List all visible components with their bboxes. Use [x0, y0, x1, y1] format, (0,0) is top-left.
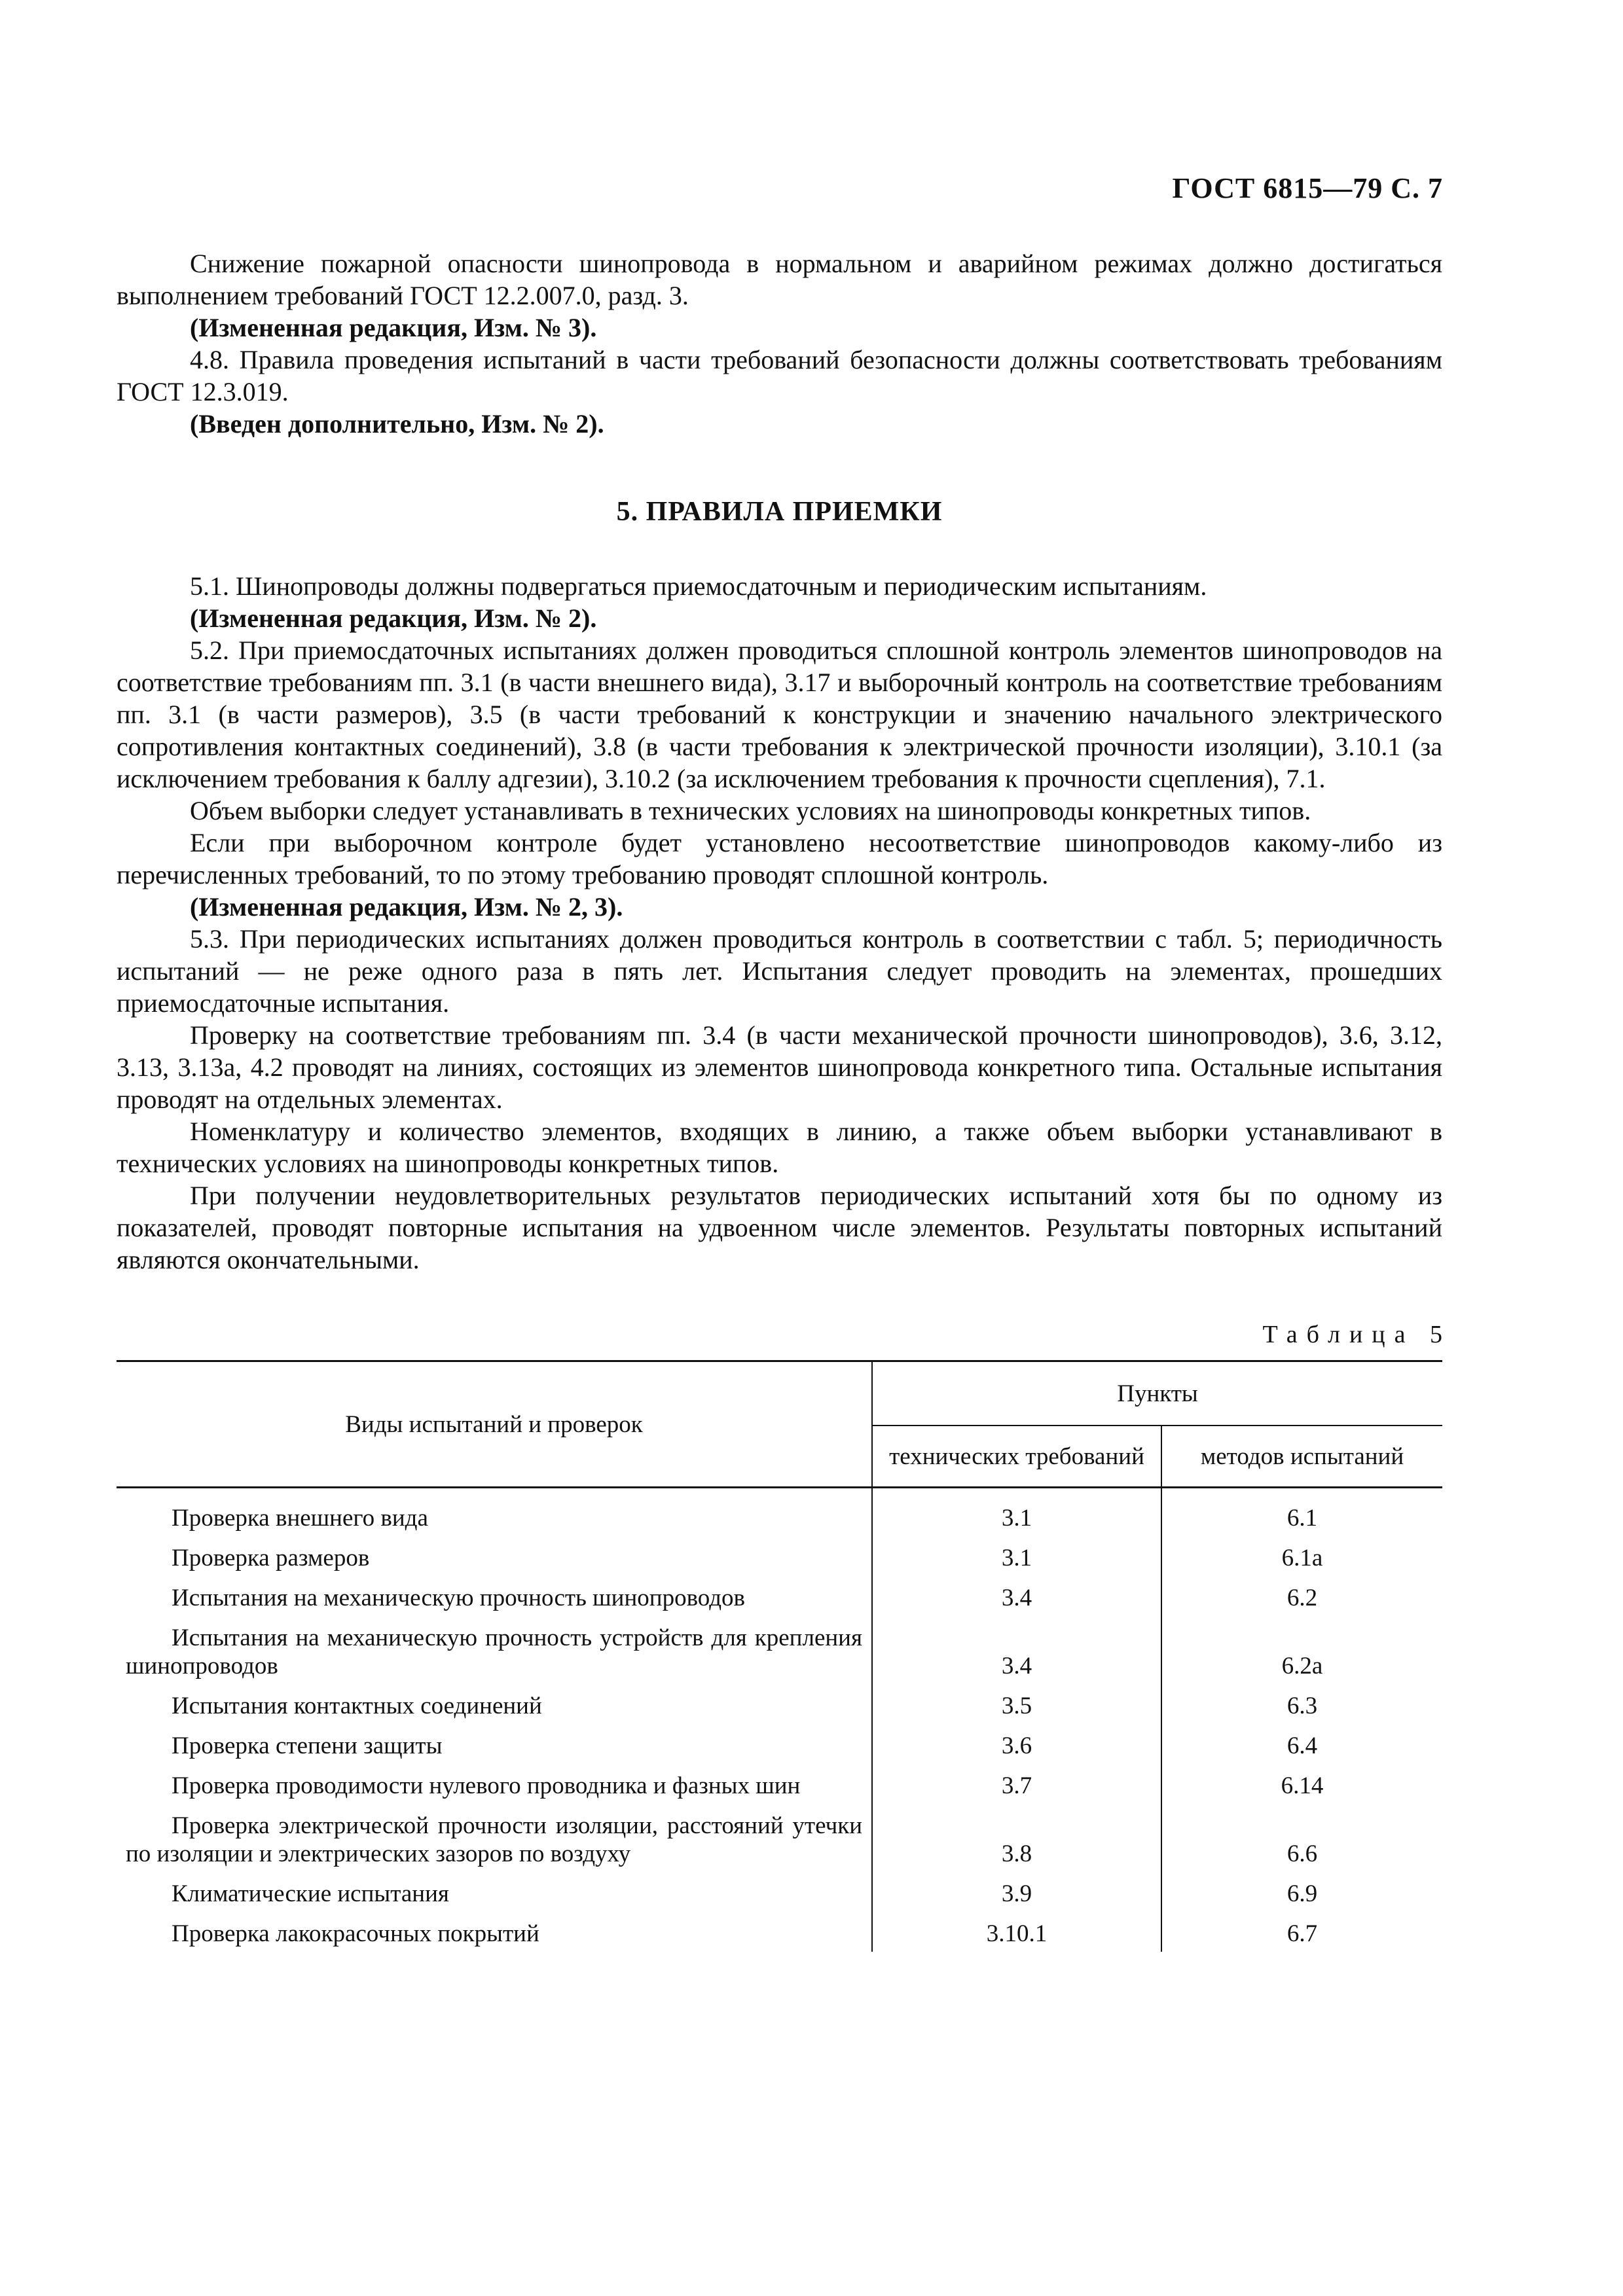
- table-row: [117, 1764, 1442, 1804]
- table-row: [117, 1804, 1442, 1872]
- section-title: 5. ПРАВИЛА ПРИЕМКИ: [616, 497, 943, 527]
- test-name-cell: [117, 1764, 872, 1804]
- paragraph: Если при выборочном контроле будет установлено несоответствие шинопроводов какому-либо из перечисленных требований, то по этому требованию проводят сплошной контроль.: [117, 828, 1442, 889]
- test-name-cell: [117, 1536, 872, 1576]
- paragraph: Объем выборки следует устанавливать в технических условиях на шинопроводы конкретных типов.: [190, 796, 1311, 825]
- test-method-ref: 6.7: [1286, 1920, 1318, 1947]
- test-method-ref: 6.2а: [1281, 1653, 1323, 1679]
- column-header-tech-requirements: технических требований: [872, 1426, 1161, 1488]
- table-body: [117, 1488, 1442, 1952]
- paragraph: 5.3. При периодических испытаниях должен проводиться контроль в соответствии с табл. 5; периодичность испытаний — не реже одного раза в пять лет. Испытания следует проводить на элементах, прошедших приемосдаточные испытания.: [117, 924, 1442, 1018]
- paragraph: Номенклатуру и количество элементов, входящих в линию, а также объем выборки устанавливают в технических условиях на шинопроводы конкретных типов.: [117, 1117, 1442, 1178]
- document-body: [117, 247, 1451, 1952]
- test-name: Проверка степени защиты: [172, 1732, 443, 1759]
- tech-requirement-ref: 3.6: [872, 1724, 1161, 1764]
- table-row: [117, 1576, 1442, 1616]
- test-name-cell: [117, 1616, 872, 1684]
- table-row: [117, 1912, 1442, 1952]
- test-name-cell: [117, 1488, 872, 1537]
- tech-requirement-ref: 3.4: [872, 1616, 1161, 1684]
- test-method-ref: 6.1а: [1281, 1545, 1323, 1571]
- test-method-ref: 6.14: [1281, 1772, 1324, 1799]
- tech-requirement-ref: 3.5: [872, 1684, 1161, 1724]
- test-method-ref: 6.2: [1286, 1585, 1318, 1611]
- test-name: Климатические испытания: [172, 1880, 449, 1907]
- test-name-cell: [117, 1684, 872, 1724]
- test-name: Проверка электрической прочности изоляции, расстояний утечки по изоляции и электрических зазоров по воздуху: [126, 1812, 862, 1867]
- tech-requirement-ref: 3.9: [872, 1872, 1161, 1912]
- test-name: Проверка размеров: [172, 1545, 370, 1571]
- column-header-test-types: Виды испытаний и проверок: [117, 1361, 872, 1488]
- column-header-test-methods: методов испытаний: [1161, 1426, 1442, 1488]
- table-row: [117, 1684, 1442, 1724]
- tech-requirement-ref: 3.4: [872, 1576, 1161, 1616]
- paragraph: 5.1. Шинопроводы должны подвергаться приемосдаточным и периодическим испытаниям.: [190, 571, 1207, 601]
- tech-requirement-ref: 3.1: [872, 1488, 1161, 1537]
- paragraphs-top: [117, 247, 1442, 440]
- amendment-note: (Измененная редакция, Изм. № 3).: [190, 313, 597, 342]
- test-name: Проверка проводимости нулевого проводника и фазных шин: [172, 1772, 801, 1799]
- paragraph: При получении неудовлетворительных результатов периодических испытаний хотя бы по одному из показателей, проводят повторные испытания на удвоенном числе элементов. Результаты повторных испытаний являются окончательными.: [117, 1181, 1442, 1274]
- table-row: [117, 1616, 1442, 1684]
- amendment-note: (Измененная редакция, Изм. № 2).: [190, 603, 597, 633]
- test-method-ref: 6.1: [1286, 1505, 1318, 1532]
- test-method-ref: 6.4: [1286, 1732, 1318, 1759]
- amendment-note: (Введен дополнительно, Изм. № 2).: [190, 409, 604, 439]
- table-row: [117, 1536, 1442, 1576]
- test-name-cell: [117, 1912, 872, 1952]
- column-header-points: Пункты: [872, 1361, 1442, 1426]
- table-row: [117, 1488, 1442, 1537]
- table-row: [117, 1872, 1442, 1912]
- table-row: [117, 1724, 1442, 1764]
- test-name: Испытания на механическую прочность устройств для крепления шинопроводов: [126, 1624, 862, 1679]
- test-name: Испытания на механическую прочность шинопроводов: [172, 1585, 746, 1611]
- tech-requirement-ref: 3.8: [872, 1804, 1161, 1872]
- test-name: Испытания контактных соединений: [172, 1693, 542, 1719]
- paragraph: 5.2. При приемосдаточных испытаниях должен проводиться сплошной контроль элементов шинопроводов на соответствие требованиям пп. 3.1 (в части внешнего вида), 3.17 и выборочный контроль на соответствие требованиям пп. 3.1 (в части размеров), 3.5 (в части требований к конструкции и значению начального электрического сопротивления контактных соединений), 3.8 (в части требования к электрической прочности изоляции), 3.10.1 (за исключением требования к баллу адгезии), 3.10.2 (за исключением требования к прочности сцепления), 7.1.: [117, 636, 1442, 793]
- tech-requirement-ref: 3.1: [872, 1536, 1161, 1576]
- paragraph: Снижение пожарной опасности шинопровода в нормальном и аварийном режимах должно достигаться выполнением требований ГОСТ 12.2.007.0, разд. 3.: [117, 249, 1442, 310]
- test-name-cell: [117, 1804, 872, 1872]
- table-caption: Таблица 5: [1262, 1321, 1451, 1348]
- tests-table: [117, 1360, 1442, 1952]
- tech-requirement-ref: 3.7: [872, 1764, 1161, 1804]
- amendment-note: (Измененная редакция, Изм. № 2, 3).: [190, 892, 623, 922]
- test-method-ref: 6.6: [1286, 1840, 1318, 1867]
- test-name-cell: [117, 1724, 872, 1764]
- paragraphs-section: [117, 570, 1442, 1276]
- test-name-cell: [117, 1872, 872, 1912]
- test-name-cell: [117, 1576, 872, 1616]
- paragraph: 4.8. Правила проведения испытаний в части требований безопасности должны соответствовать требованиям ГОСТ 12.3.019.: [117, 345, 1442, 406]
- tech-requirement-ref: 3.10.1: [872, 1912, 1161, 1952]
- test-method-ref: 6.3: [1286, 1693, 1318, 1719]
- test-name: Проверка лакокрасочных покрытий: [172, 1920, 539, 1947]
- paragraph: Проверку на соответствие требованиям пп. 3.4 (в части механической прочности шинопроводов), 3.6, 3.12, 3.13, 3.13а, 4.2 проводят на линиях, состоящих из элементов шинопровода конкретного типа. Остальные испытания проводят на отдельных элементах.: [117, 1020, 1442, 1114]
- page-header: ГОСТ 6815—79 С. 7: [1172, 172, 1443, 204]
- test-name: Проверка внешнего вида: [172, 1505, 428, 1532]
- test-method-ref: 6.9: [1286, 1880, 1318, 1907]
